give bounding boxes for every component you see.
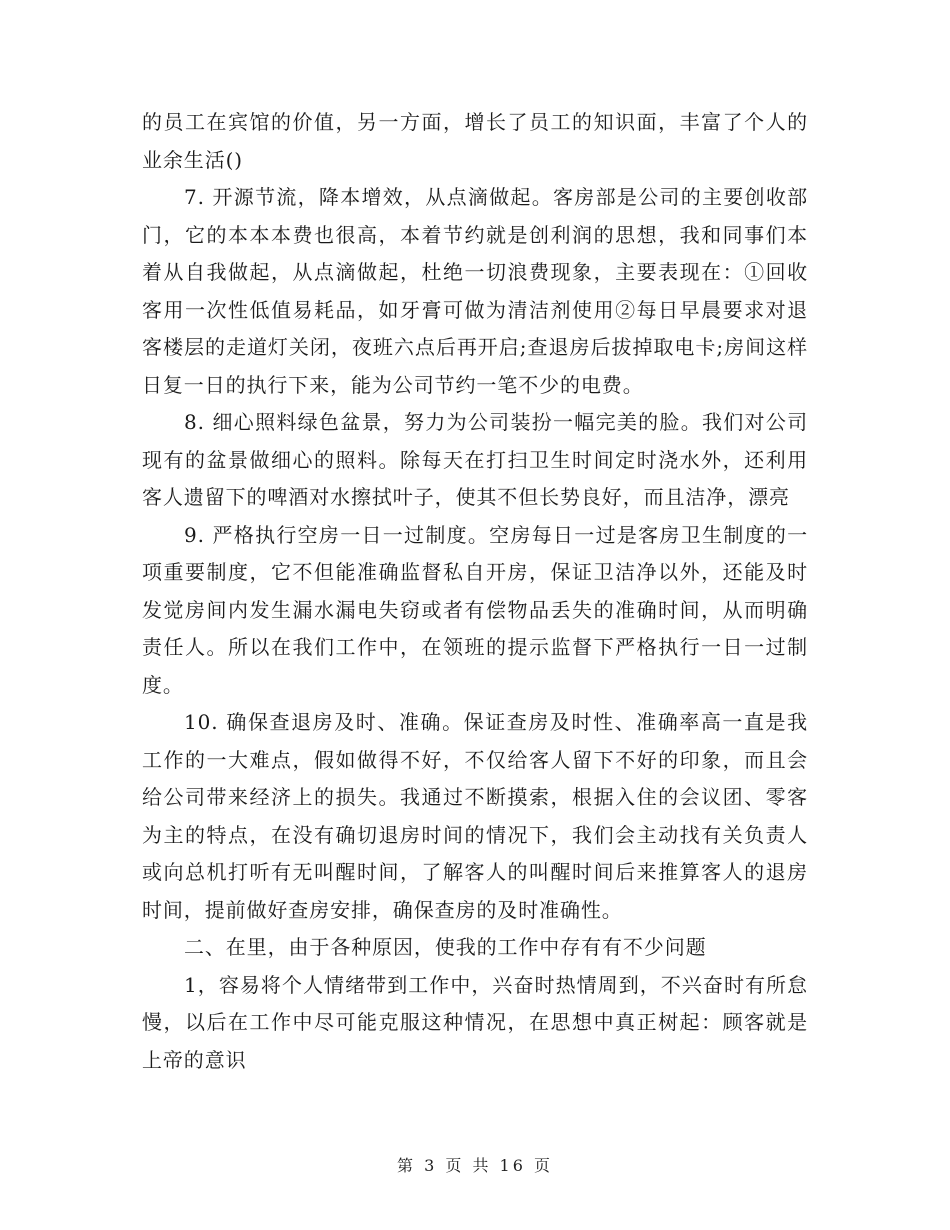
page-number-footer: 第 3 页 共 16 页 xyxy=(397,1156,553,1175)
section-heading-problems: 二、在里，由于各种原因，使我的工作中存有有不少问题 xyxy=(184,935,707,959)
paragraph-continuation: 的员工在宾馆的价值，另一方面，增长了员工的知识面，丰富了个人的业余生活() xyxy=(142,110,808,172)
paragraph-problem-1: 1，容易将个人情绪带到工作中，兴奋时热情周到，不兴奋时有所怠慢，以后在工作中尽可能克服这种情况，在思想中真正树起：顾客就是上帝的意识 xyxy=(142,972,808,1072)
paragraph-item-7: 7. 开源节流，降本增效，从点滴做起。客房部是公司的主要创收部门，它的本本本费也很高，本着节约就是创利润的思想，我和同事们本着从自我做起，从点滴做起，杜绝一切浪费现象，主要表现在：①回收客用一次性低值易耗品，如牙膏可做为清洁剂使用②每日早晨要求对退客楼层的走道灯关闭，夜班六点后再开启;查退房后拔掉取电卡;房间这样日复一日的执行下来，能为公司节约一笔不少的电费。 xyxy=(142,185,808,397)
paragraph-item-9: 9. 严格执行空房一日一过制度。空房每日一过是客房卫生制度的一项重要制度，它不但能准确监督私自开房，保证卫洁净以外，还能及时发觉房间内发生漏水漏电失窃或者有偿物品丢失的准确时间，从而明确责任人。所以在我们工作中，在领班的提示监督下严格执行一日一过制度。 xyxy=(142,522,808,697)
paragraph-item-8: 8. 细心照料绿色盆景，努力为公司装扮一幅完美的脸。我们对公司现有的盆景做细心的照料。除每天在打扫卫生时间定时浇水外，还利用客人遗留下的啤酒对水擦拭叶子，使其不但长势良好，而且洁净，漂亮 xyxy=(142,410,808,509)
document-body xyxy=(142,104,808,1079)
paragraph-item-10: 10. 确保查退房及时、准确。保证查房及时性、准确率高一直是我工作的一大难点，假如做得不好，不仅给客人留下不好的印象，而且会给公司带来经济上的损失。我通过不断摸索，根据入住的会议团、零客为主的特点，在没有确切退房时间的情况下，我们会主动找有关负责人或向总机打听有无叫醒时间，了解客人的叫醒时间后来推算客人的退房时间，提前做好查房安排，确保查房的及时准确性。 xyxy=(142,710,808,922)
